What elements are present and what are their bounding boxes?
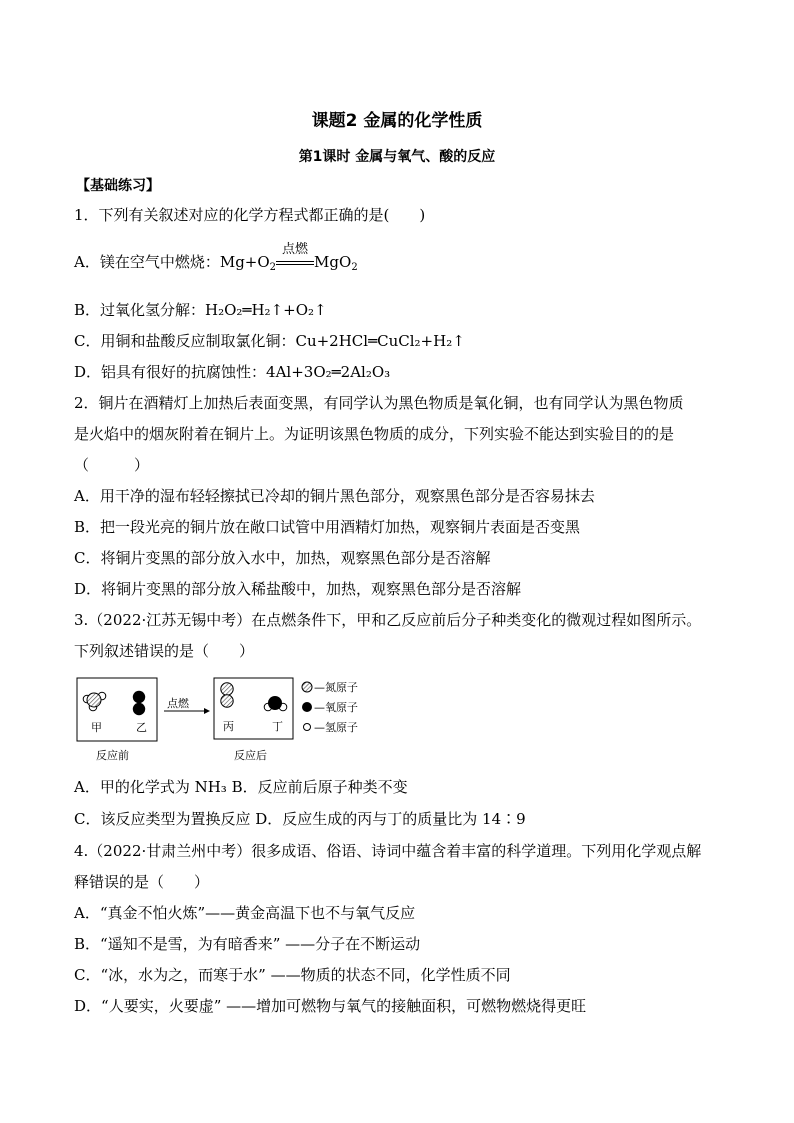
legend-nitrogen-icon <box>302 682 312 692</box>
q3-options-cd: C．该反应类型为置换反应 D．反应生成的丙与丁的质量比为 14∶9 <box>74 810 526 828</box>
molecule-bing <box>221 683 233 707</box>
molecule-yi <box>133 691 145 715</box>
arrow-label: 点燃 <box>167 697 189 710</box>
legend-oxygen: —氧原子 <box>314 701 358 714</box>
q2-option-a: A．用干净的湿布轻轻擦拭已冷却的铜片黑色部分，观察黑色部分是否容易抹去 <box>74 487 595 505</box>
q1-stem: 1．下列有关叙述对应的化学方程式都正确的是( ) <box>74 206 426 224</box>
arrow-head-icon <box>204 708 210 714</box>
q2-stem-line2: 是火焰中的烟灰附着在铜片上。为证明该黑色物质的成分，下列实验不能达到实验目的的是 <box>74 425 675 443</box>
q3-stem-line2: 下列叙述错误的是（ ） <box>74 642 255 660</box>
q1-a-sub2: 2 <box>351 262 358 273</box>
q2-option-b: B．把一段光亮的铜片放在敞口试管中用酒精灯加热，观察铜片表面是否变黑 <box>74 518 581 536</box>
q1-option-c: C．用铜和盐酸反应制取氯化铜：Cu+2HCl═CuCl₂+H₂↑ <box>74 332 465 350</box>
label-jia: 甲 <box>91 721 102 734</box>
q2-option-d: D．将铜片变黑的部分放入稀盐酸中，加热，观察黑色部分是否溶解 <box>74 580 522 598</box>
q4-option-d: D．“人要实，火要虚” ——增加可燃物与氧气的接触面积，可燃物燃烧得更旺 <box>74 997 587 1015</box>
q3-stem-line1: 3.（2022·江苏无锡中考）在点燃条件下，甲和乙反应前后分子种类变化的微观过程如图所示。 <box>74 611 702 629</box>
q3-options-ab: A．甲的化学式为 NH₃ B．反应前后原子种类不变 <box>74 778 408 796</box>
page-subtitle: 第1课时 金属与氧气、酸的反应 <box>298 149 496 165</box>
legend-nitrogen: —氮原子 <box>314 681 358 694</box>
q4-stem-line1: 4.（2022·甘肃兰州中考）很多成语、俗语、诗词中蕴含着丰富的科学道理。下列用化学观点解 <box>74 842 702 860</box>
molecule-jia <box>83 692 106 711</box>
q2-option-c: C．将铜片变黑的部分放入水中，加热，观察黑色部分是否溶解 <box>74 549 491 567</box>
legend-hydrogen-icon <box>304 724 311 731</box>
q4-option-c: C．“冰，水为之，而寒于水” ——物质的状态不同，化学性质不同 <box>74 966 511 984</box>
q1-option-a <box>74 242 358 273</box>
q1-option-b: B．过氧化氢分解：H₂O₂═H₂↑+O₂↑ <box>74 301 327 319</box>
q4-option-b: B．“遥知不是雪，为有暗香来” ——分子在不断运动 <box>74 935 421 953</box>
q1-a-sub1: 2 <box>269 262 277 273</box>
label-bing: 丙 <box>223 720 234 733</box>
molecule-diagram <box>74 672 374 764</box>
q4-option-a: A．“真金不怕火炼”——黄金高温下也不与氧气反应 <box>74 904 416 922</box>
legend-oxygen-icon <box>302 702 312 712</box>
q2-stem-line3: （ ） <box>74 456 150 474</box>
label-before: 反应前 <box>96 749 129 762</box>
label-yi: 乙 <box>136 721 147 734</box>
q1-a-mid: MgO <box>314 253 352 271</box>
legend-hydrogen: —氢原子 <box>314 721 358 734</box>
page-title: 课题2 金属的化学性质 <box>311 111 483 131</box>
q1-option-d: D．铝具有很好的抗腐蚀性：4Al+3O₂═2Al₂O₃ <box>74 363 391 381</box>
q1-a-prefix: A．镁在空气中燃烧：Mg+O <box>74 253 270 271</box>
label-after: 反应后 <box>234 749 267 762</box>
label-ding: 丁 <box>272 720 283 733</box>
q2-stem-line1: 2．铜片在酒精灯上加热后表面变黑，有同学认为黑色物质是氧化铜，也有同学认为黑色物质 <box>74 394 684 412</box>
reaction-condition-label: 点燃 <box>282 242 309 257</box>
section-heading: 【基础练习】 <box>76 178 160 194</box>
q4-stem-line2: 释错误的是（ ） <box>74 873 210 891</box>
molecule-ding <box>264 696 287 711</box>
reaction-condition <box>276 242 314 272</box>
